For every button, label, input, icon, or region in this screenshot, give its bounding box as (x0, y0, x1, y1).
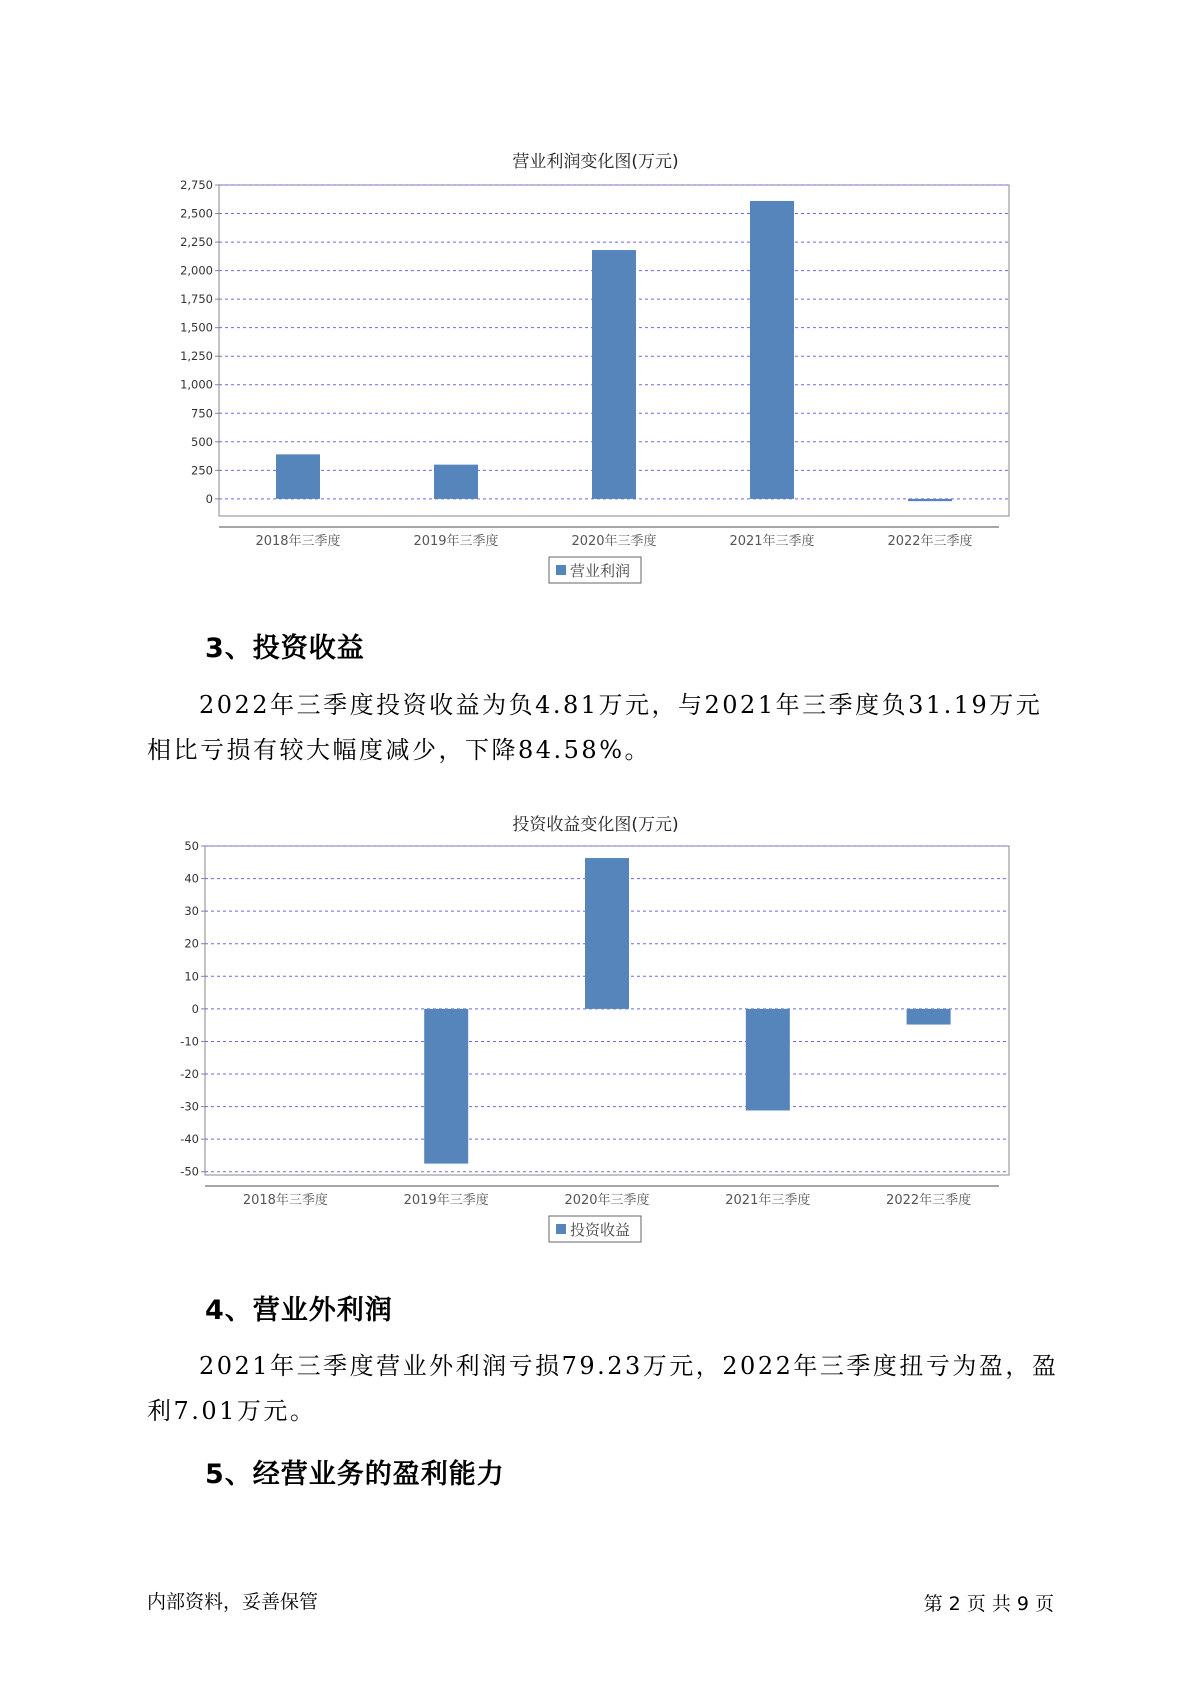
bar (592, 250, 636, 499)
bar (908, 499, 952, 501)
operating-profit-chart (0, 170, 1191, 620)
y-tick-label: 20 (184, 936, 199, 951)
y-tick-label: 2,500 (180, 206, 213, 221)
legend-swatch (556, 1224, 566, 1234)
y-tick-label: -20 (180, 1067, 199, 1082)
section-heading: 3、投资收益 (205, 633, 365, 664)
y-tick-label: -40 (180, 1132, 199, 1147)
bar (746, 1009, 790, 1111)
footer-note: 内部资料，妥善保管 (147, 1591, 319, 1613)
bar (907, 1009, 951, 1025)
x-category-label: 2022年三季度 (886, 1193, 972, 1208)
y-tick-label: 750 (191, 406, 213, 421)
legend-label: 投资收益 (570, 1221, 631, 1239)
bar (276, 454, 320, 499)
chart-title: 营业利润变化图(万元) (512, 152, 679, 172)
legend-swatch (556, 565, 566, 575)
y-tick-label: 1,500 (180, 320, 213, 335)
y-tick-label: -50 (180, 1164, 199, 1179)
y-tick-label: 2,750 (180, 178, 213, 192)
y-tick-label: 10 (184, 969, 199, 984)
y-tick-label: 2,250 (180, 235, 213, 250)
investment-income-chart (0, 830, 1191, 1250)
y-tick-label: 1,250 (180, 349, 213, 364)
y-tick-label: 2,000 (180, 263, 213, 278)
section-paragraph: 2021年三季度营业外利润亏损79.23万元，2022年三季度扭亏为盈，盈利7.01万元。 (147, 1352, 1059, 1425)
x-category-label: 2018年三季度 (255, 534, 341, 549)
y-tick-label: 250 (191, 463, 213, 478)
section-paragraph: 2022年三季度投资收益为负4.81万元，与2021年三季度负31.19万元相比亏损有较大幅度减少，下降84.58%。 (147, 691, 1043, 764)
y-tick-label: 1,750 (180, 292, 213, 307)
y-tick-label: 1,000 (180, 377, 213, 392)
page-number: 第 2 页 共 9 页 (923, 1593, 1054, 1615)
x-category-label: 2019年三季度 (413, 534, 499, 549)
chart-title: 投资收益变化图(万元) (512, 815, 679, 835)
x-category-label: 2021年三季度 (729, 534, 815, 549)
legend-label: 营业利润 (570, 562, 631, 580)
x-category-label: 2020年三季度 (571, 534, 657, 549)
bar (750, 201, 794, 499)
x-category-label: 2018年三季度 (242, 1193, 328, 1208)
y-tick-label: 50 (184, 839, 199, 853)
bar (424, 1009, 468, 1164)
bar (585, 858, 629, 1009)
section-heading: 4、营业外利润 (205, 1295, 393, 1326)
y-tick-label: -30 (180, 1099, 199, 1114)
x-category-label: 2019年三季度 (403, 1193, 489, 1208)
x-category-label: 2021年三季度 (725, 1193, 811, 1208)
y-tick-label: 500 (191, 434, 213, 449)
x-category-label: 2020年三季度 (564, 1193, 650, 1208)
y-tick-label: 40 (184, 871, 199, 886)
section-heading: 5、经营业务的盈利能力 (205, 1459, 505, 1490)
y-tick-label: 0 (205, 491, 213, 506)
y-tick-label: 30 (184, 904, 199, 919)
y-tick-label: -10 (180, 1034, 199, 1049)
bar (434, 465, 478, 499)
x-category-label: 2022年三季度 (887, 534, 973, 549)
y-tick-label: 0 (191, 1001, 199, 1016)
